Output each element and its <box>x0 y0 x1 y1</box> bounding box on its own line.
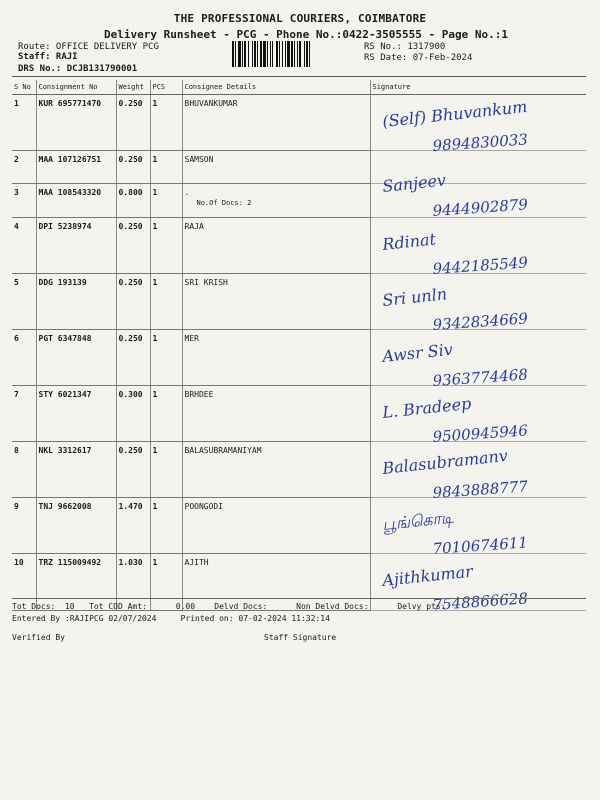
col-sno: S No <box>12 80 36 95</box>
row-sno: 3 <box>12 184 36 218</box>
row-consignee: BHUVANKUMAR <box>182 95 370 151</box>
signature-cell <box>370 386 586 446</box>
row-sno: 1 <box>12 95 36 151</box>
handwritten-signature <box>373 222 585 277</box>
row-weight: 0.800 <box>116 184 150 218</box>
signature-name: Awsr Siv <box>380 339 454 366</box>
row-consignment: DPI 5238974 <box>36 218 116 274</box>
signature-phone: 9342834669 <box>431 309 528 334</box>
verified-by-label: Verified By <box>12 633 65 642</box>
row-weight: 1.030 <box>116 554 150 611</box>
route-label: Route: OFFICE DELIVERY PCG <box>18 42 159 52</box>
row-weight: 0.300 <box>116 386 150 442</box>
row-sno: 8 <box>12 442 36 498</box>
signature-cell <box>370 330 586 390</box>
row-weight: 0.250 <box>116 218 150 274</box>
row-sno: 2 <box>12 151 36 184</box>
row-sno: 6 <box>12 330 36 386</box>
entered-by-line: Entered By :RAJIPCG 02/07/2024 Printed on: 07-02-2024 11:32:14 <box>12 614 330 623</box>
row-pcs: 1 <box>150 330 182 386</box>
signature-name: Balasubramanv <box>380 445 509 478</box>
row-consignee: AJITH <box>182 554 370 611</box>
row-consignment: KUR 695771470 <box>36 95 116 151</box>
row-pcs: 1 <box>150 386 182 442</box>
row-weight: 0.250 <box>116 95 150 151</box>
signature-name: Sri unln <box>380 284 448 310</box>
rs-date: RS Date: 07-Feb-2024 <box>364 53 473 63</box>
runsheet-title: Delivery Runsheet - PCG - Phone No.:0422-3505555 - Page No.:1 <box>104 28 508 41</box>
row-consignment: TNJ 9662008 <box>36 498 116 554</box>
handwritten-signature <box>373 334 585 389</box>
signature-phone: 9843888777 <box>431 477 528 502</box>
barcode <box>232 41 356 67</box>
handwritten-signature <box>373 96 585 155</box>
row-sno: 10 <box>12 554 36 611</box>
row-pcs: 1 <box>150 184 182 218</box>
row-pcs: 1 <box>150 151 182 184</box>
row-consignee: MER <box>182 330 370 386</box>
header-divider <box>12 76 586 77</box>
signature-name: பூங்கொடி <box>380 507 454 534</box>
row-consignment: NKL 3312617 <box>36 442 116 498</box>
row-weight: 0.250 <box>116 442 150 498</box>
handwritten-signature <box>373 170 585 221</box>
handwritten-signature <box>373 502 585 557</box>
row-consignment: PGT 6347848 <box>36 330 116 386</box>
handwritten-signature <box>373 390 585 445</box>
row-consignee: BALASUBRAMANIYAM <box>182 442 370 498</box>
col-weight: Weight <box>116 80 150 95</box>
row-sno: 5 <box>12 274 36 330</box>
col-consignee: Consignee Details <box>182 80 370 95</box>
table-row <box>12 274 586 330</box>
row-consignee: SRI KRISH <box>182 274 370 330</box>
signature-name: Sanjeev <box>380 170 447 196</box>
row-consignee: POONGODI <box>182 498 370 554</box>
row-pcs: 1 <box>150 554 182 611</box>
docs-count: No.Of Docs: 2 <box>196 199 252 207</box>
row-sno: 9 <box>12 498 36 554</box>
row-sno: 7 <box>12 386 36 442</box>
signature-phone: 9442185549 <box>431 253 528 278</box>
row-consignment: TRZ 115009492 <box>36 554 116 611</box>
handwritten-signature <box>373 446 585 501</box>
row-sno: 4 <box>12 218 36 274</box>
table-row <box>12 442 586 498</box>
row-pcs: 1 <box>150 218 182 274</box>
table-row <box>12 498 586 554</box>
signature-name: (Self) Bhuvankum <box>380 96 528 131</box>
signature-name: L. Bradeep <box>380 393 472 422</box>
signature-phone: 9500945946 <box>431 421 528 446</box>
company-title: THE PROFESSIONAL COURIERS, COIMBATORE <box>173 12 427 25</box>
signature-phone: 7010674611 <box>431 533 528 558</box>
table-row <box>12 386 586 442</box>
rs-number: RS No.: 1317900 <box>364 42 446 52</box>
row-consignment: MAA 107126751 <box>36 151 116 184</box>
col-consignment: Consignment No <box>36 80 116 95</box>
totals-line: Tot Docs: 10 Tot COD Amt: 0.00 Delvd Docs: Non Delvd Docs: Delvy pts: <box>12 602 446 611</box>
row-consignment: MAA 108543320 <box>36 184 116 218</box>
signature-name: Rdinat <box>380 229 437 254</box>
col-signature: Signature <box>370 80 586 95</box>
row-weight: 0.250 <box>116 330 150 386</box>
signature-cell <box>370 95 586 155</box>
table-row <box>12 184 586 218</box>
runsheet-table <box>12 80 586 614</box>
row-consignee: BRHDEE <box>182 386 370 442</box>
signature-cell <box>370 170 586 220</box>
staff-signature-label: Staff Signature <box>264 633 337 642</box>
footer-divider <box>12 598 586 599</box>
drs-number: DRS No.: DCJB131790001 <box>18 64 138 74</box>
handwritten-signature <box>373 278 585 333</box>
col-pcs: PCS <box>150 80 182 95</box>
signature-cell <box>370 498 586 558</box>
row-pcs: 1 <box>150 442 182 498</box>
signature-phone: 9444902879 <box>431 195 528 220</box>
row-pcs: 1 <box>150 95 182 151</box>
row-pcs: 1 <box>150 274 182 330</box>
row-weight: 1.470 <box>116 498 150 554</box>
row-consignee: RAJA <box>182 218 370 274</box>
row-consignee: SAMSON <box>182 151 370 184</box>
signature-phone: 7548866628 <box>431 589 528 614</box>
row-consignment: DDG 193139 <box>36 274 116 330</box>
signature-cell <box>370 218 586 278</box>
row-weight: 0.250 <box>116 151 150 184</box>
staff-label: Staff: RAJI <box>18 52 78 62</box>
signature-cell <box>370 274 586 334</box>
row-consignee: . No.Of Docs: 2 <box>182 184 370 218</box>
signature-cell <box>370 442 586 502</box>
signature-name: Ajithkumar <box>380 561 474 590</box>
signature-phone: 9894830033 <box>431 130 528 155</box>
table-row <box>12 151 586 184</box>
table-row <box>12 330 586 386</box>
table-header <box>12 80 586 95</box>
row-consignment: STY 6021347 <box>36 386 116 442</box>
signature-phone: 9363774468 <box>431 365 528 390</box>
row-weight: 0.250 <box>116 274 150 330</box>
table-row <box>12 218 586 274</box>
table-row <box>12 95 586 151</box>
row-pcs: 1 <box>150 498 182 554</box>
